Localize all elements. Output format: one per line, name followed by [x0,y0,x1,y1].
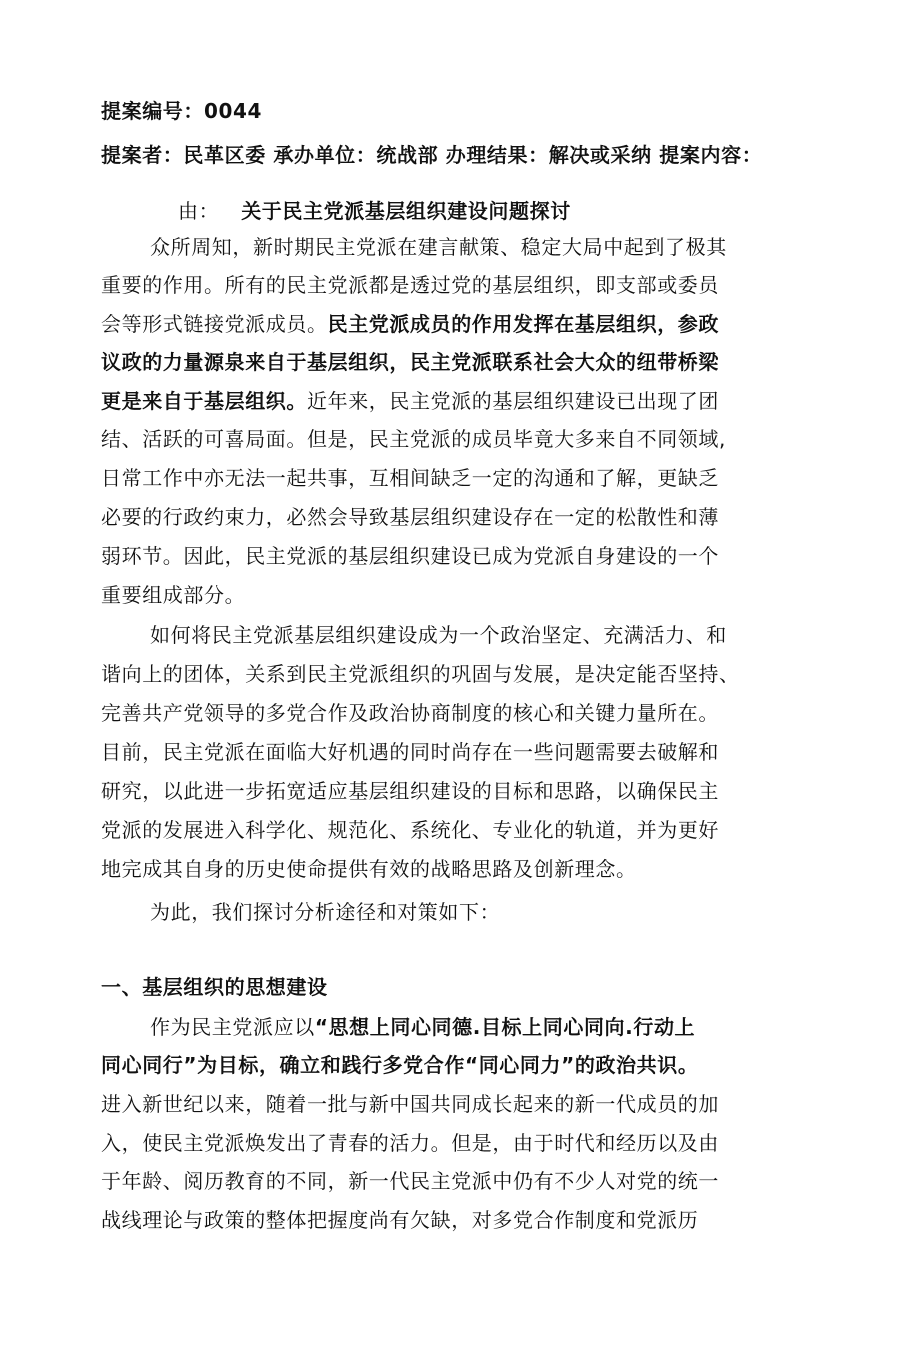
section-heading-1: 一、基层组织的思想建设 [101,975,328,999]
paragraph-2-line-6 [101,815,719,845]
text-run: 如何将民主党派基层组织建设成为一个政治坚定、充满活力、和 [150,623,727,647]
paragraph-1-line-1 [150,232,727,262]
proposal-number: 提案编号：0044 [101,99,263,123]
text-run: 谐向上的团体，关系到民主党派组织的巩固与发展，是决定能否坚持、 [101,662,740,686]
proposal-title-row [178,196,571,226]
proposal-title: 关于民主党派基层组织建设问题探讨 [241,199,571,223]
text-run: 弱环节。因此，民主党派的基层组织建设已成为党派自身建设的一个 [101,544,719,568]
text-run: 地完成其自身的历史使命提供有效的战略思路及创新理念。 [101,857,637,881]
text-run: 作为民主党派应以 [150,1015,315,1039]
paragraph-3-line-1 [150,897,500,927]
paragraph-4-line-6 [101,1205,698,1235]
paragraph-2-line-4 [101,737,719,767]
text-run: 于年龄、阅历教育的不同，新一代民主党派中仍有不少人对党的统一 [101,1169,719,1193]
paragraph-1-line-10 [101,580,245,610]
paragraph-1-line-8 [101,502,719,532]
paragraph-1-line-6 [101,424,726,454]
text-run: 众所周知，新时期民主党派在建言献策、稳定大局中起到了极其 [150,235,727,259]
title-label: 由： [178,199,220,223]
paragraph-4-line-2 [101,1050,698,1080]
paragraph-4-line-5 [101,1166,719,1196]
emphasis-run: 更是来自于基层组织。 [101,389,307,413]
emphasis-run: 民主党派成员的作用发挥在基层组织，参政 [327,312,720,336]
text-run: 重要的作用。所有的民主党派都是透过党的基层组织，即支部或委员 [101,273,719,297]
paragraph-2-line-1 [150,620,727,650]
text-run: 入，使民主党派焕发出了青春的活力。但是，由于时代和经历以及由 [101,1131,719,1155]
paragraph-4-line-3 [101,1089,719,1119]
text-run: 日常工作中亦无法一起共事，互相间缺乏一定的沟通和了解，更缺乏 [101,466,719,490]
paragraph-1-line-5 [101,386,719,416]
text-run: 完善共产党领导的多党合作及政治协商制度的核心和关键力量所在。 [101,701,719,725]
text-run: 重要组成部分。 [101,583,246,607]
text-run: 结、活跃的可喜局面。但是，民主党派的成员毕竟大多来自不同领域, [101,427,726,451]
proposal-meta-line: 提案者：民革区委 承办单位：统战部 办理结果：解决或采纳 提案内容： [101,143,763,167]
paragraph-2-line-2 [101,659,740,689]
paragraph-4-line-4 [101,1128,719,1158]
text-run: 会等形式链接党派成员。 [101,312,328,336]
paragraph-1-line-7 [101,463,719,493]
text-run: 战线理论与政策的整体把握度尚有欠缺，对多党合作制度和党派历 [101,1208,699,1232]
emphasis-run: “思想上同心同德.目标上同心同向.行动上 [314,1015,696,1039]
paragraph-1-line-3 [101,309,719,339]
paragraph-1-line-2 [101,270,719,300]
paragraph-2-line-5 [101,776,719,806]
text-run: 必要的行政约束力，必然会导致基层组织建设存在一定的松散性和薄 [101,505,719,529]
paragraph-1-line-9 [101,541,719,571]
emphasis-run: 同心同行”为目标，确立和践行多党合作“同心同力”的政治共识。 [101,1053,699,1077]
text-run: 目前，民主党派在面临大好机遇的同时尚存在一些问题需要去破解和 [101,740,719,764]
text-run: 研究，以此进一步拓宽适应基层组织建设的目标和思路，以确保民主 [101,779,719,803]
paragraph-2-line-7 [101,854,637,884]
paragraph-2-line-3 [101,698,719,728]
text-run: 进入新世纪以来，随着一批与新中国共同成长起来的新一代成员的加 [101,1092,719,1116]
paragraph-1-line-4 [101,347,719,377]
text-run: 近年来，民主党派的基层组织建设已出现了团 [307,389,719,413]
text-run: 党派的发展进入科学化、规范化、系统化、专业化的轨道，并为更好 [101,818,719,842]
emphasis-run: 议政的力量源泉来自于基层组织，民主党派联系社会大众的纽带桥梁 [101,350,719,374]
text-run: 为此，我们探讨分析途径和对策如下： [150,900,501,924]
paragraph-4-line-1 [150,1012,695,1042]
